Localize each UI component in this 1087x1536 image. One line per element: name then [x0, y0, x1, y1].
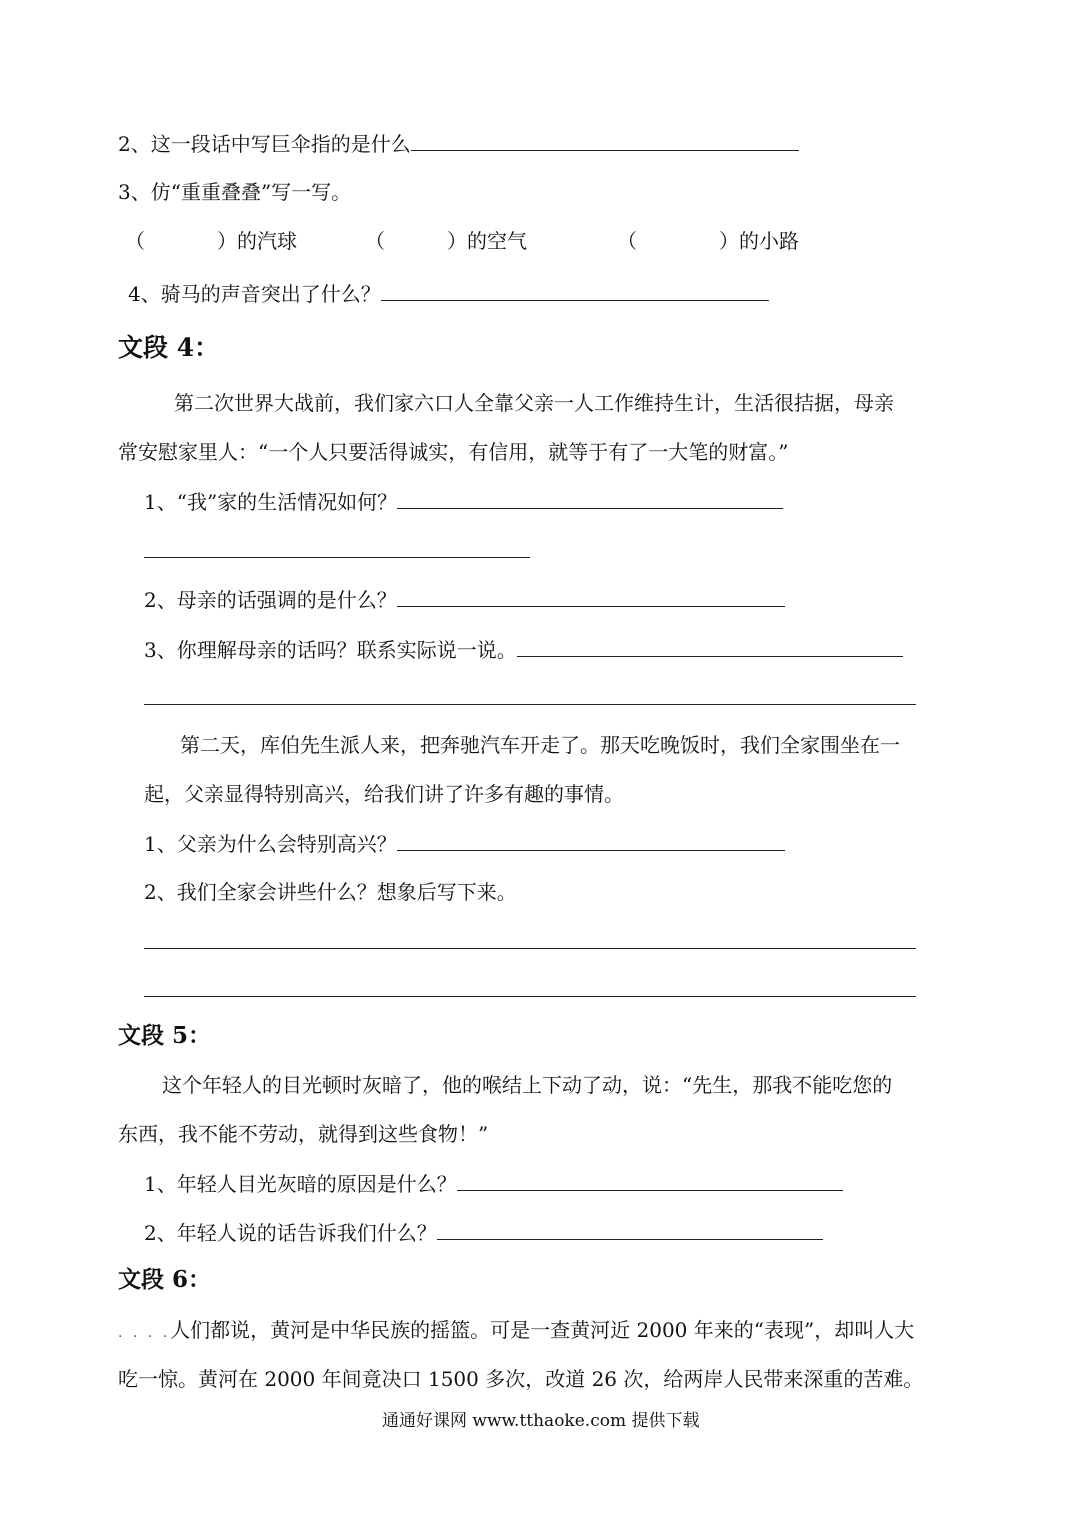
answer-blank[interactable]	[457, 1172, 843, 1191]
fill-paren-2: （ ）的空气	[365, 229, 527, 253]
paragraph-line: 起，父亲显得特别高兴，给我们讲了许多有趣的事情。	[144, 782, 624, 806]
question-text: 2、这一段话中写巨伞指的是什么	[118, 132, 411, 156]
question-mother-words: 2、母亲的话强调的是什么？	[144, 586, 785, 614]
paragraph-line: . . . .人们都说，黄河是中华民族的摇篮。可是一查黄河近 2000 年来的“表现”，却叫人大	[118, 1318, 915, 1342]
question-imagine: 2、我们全家会讲些什么？想象后写下来。	[144, 880, 517, 904]
question-understand: 3、你理解母亲的话吗？联系实际说一说。	[144, 636, 903, 664]
paragraph-line: 第二次世界大战前，我们家六口人全靠父亲一人工作维持生计，生活很拮据，母亲	[174, 391, 894, 415]
question-horse-sound: 4、骑马的声音突出了什么？	[128, 280, 769, 308]
section-heading-5: 文段 5：	[118, 1022, 212, 1049]
answer-line[interactable]	[144, 557, 530, 558]
answer-line[interactable]	[144, 948, 916, 949]
answer-blank[interactable]	[397, 490, 783, 509]
answer-line[interactable]	[144, 996, 916, 997]
answer-blank[interactable]	[381, 282, 769, 301]
answer-blank[interactable]	[397, 832, 785, 851]
question-giant-umbrella	[118, 130, 799, 158]
fill-paren-3: （ ）的小路	[617, 229, 799, 253]
paragraph-line: 第二天，库伯先生派人来，把奔驰汽车开走了。那天吃晚饭时，我们全家围坐在一	[180, 733, 900, 757]
answer-blank[interactable]	[437, 1221, 823, 1240]
answer-line[interactable]	[144, 704, 916, 705]
answer-blank[interactable]	[517, 638, 903, 657]
fill-paren-1: （ ）的汽球	[125, 229, 297, 253]
answer-blank[interactable]	[411, 132, 799, 151]
indent-dots: . . . .	[118, 1325, 171, 1341]
question-imitate: 3、仿“重重叠叠”写一写。	[118, 180, 352, 204]
paragraph-line: 这个年轻人的目光顿时灰暗了，他的喉结上下动了动，说：“先生，那我不能吃您的	[162, 1073, 893, 1097]
section-heading-6: 文段 6：	[118, 1266, 212, 1293]
question-gaze-dim: 1、年轻人目光灰暗的原因是什么？	[144, 1170, 843, 1198]
footer-text: 通通好课网 www.tthaoke.com 提供下载	[382, 1411, 700, 1431]
section-heading-4: 文段 4：	[118, 333, 220, 362]
paragraph-line: 东西，我不能不劳动，就得到这些食物！”	[118, 1122, 489, 1146]
answer-blank[interactable]	[397, 588, 785, 607]
question-young-man-words: 2、年轻人说的话告诉我们什么？	[144, 1219, 823, 1247]
question-family-life: 1、“我”家的生活情况如何？	[144, 488, 783, 516]
paragraph-line: 吃一惊。黄河在 2000 年间竟决口 1500 多次，改道 26 次，给两岸人民带来深重的苦难。	[118, 1367, 924, 1391]
paragraph-line: 常安慰家里人：“一个人只要活得诚实，有信用，就等于有了一大笔的财富。”	[118, 440, 789, 464]
question-father-happy: 1、父亲为什么会特别高兴？	[144, 830, 785, 858]
